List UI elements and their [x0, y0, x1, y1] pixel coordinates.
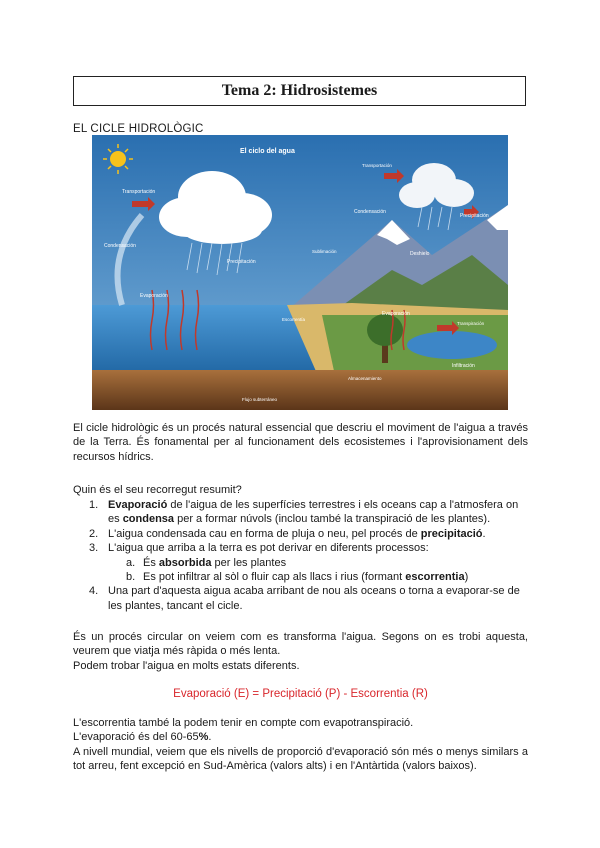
step-item	[73, 584, 528, 613]
closing-line	[73, 730, 528, 744]
label-transportacion-right: Transportación	[362, 163, 392, 168]
bold-term: escorrentia	[405, 571, 465, 584]
bold-term: absorbida	[158, 556, 212, 569]
label-infiltracion: Infiltración	[452, 363, 475, 369]
text-run: )	[464, 571, 469, 584]
text-run: L'evaporació és del 60-65	[73, 731, 199, 744]
closing-line	[73, 716, 528, 730]
lake	[407, 331, 497, 359]
text-run: L'aigua condensada cau en forma de pluja o neu, pel procés de	[108, 527, 421, 540]
intro-paragraph: El cicle hidrològic és un procés natural essencial que descriu el moviment de l'aigua a través de la Terra. És fonamental per al funcionament dels ecosistemes i l'aprovisionament dels recursos hídrics.	[73, 422, 528, 463]
step-item	[73, 498, 528, 527]
label-transpiracion: Transpiración	[457, 321, 485, 326]
text-run: per les plantes	[211, 556, 287, 569]
text-run: L'aigua que arriba a la terra es pot derivar en diferents processos:	[108, 542, 429, 555]
bold-term: Evaporació	[108, 499, 168, 511]
text-run: A nivell mundial, veiem que els nivells de proporció d'evaporació són més o menys similars a tot arreu, fent excepció en Sud-Amèrica (valors alts) i en l'Antàrtida (valors baixos).	[73, 745, 528, 773]
circular-paragraph: És un procés circular on veiem com es transforma l'aigua. Segons on es trobi aquesta, veurem que viatja més ràpida o més lenta.	[73, 631, 528, 658]
step-item	[73, 541, 528, 555]
figure-title: El ciclo del agua	[240, 148, 295, 155]
step-number: 1.	[89, 499, 99, 511]
label-flujo-subterraneo: Flujo subterráneo	[242, 397, 278, 402]
label-condensacion-right: Condensación	[354, 209, 386, 215]
text-run: L'escorrentia també la podem tenir en compte com evapotranspiració.	[73, 717, 414, 729]
sub-step-item	[73, 570, 528, 584]
ground	[92, 370, 508, 410]
formula: Evaporació (E) = Precipitació (P) - Escorrentia (R)	[173, 688, 428, 700]
label-condensacion-left: Condensación	[104, 243, 136, 249]
bold-term: %	[198, 731, 209, 744]
label-escorrentia: Escorrentía	[282, 317, 306, 322]
text-run: de l'aigua de les superfícies terrestres i els oceans cap a l'atmosfera on es	[108, 499, 519, 526]
water-cycle-figure	[92, 135, 508, 410]
title-box	[73, 76, 526, 106]
states-paragraph: Podem trobar l'aigua en molts estats diferents.	[73, 660, 300, 672]
text-run: .	[208, 731, 212, 744]
bold-term: precipitació	[420, 527, 483, 540]
step-number: 3.	[89, 542, 99, 555]
water-cycle-illustration	[92, 135, 508, 410]
label-sublimacion: Sublimación	[312, 249, 337, 254]
steps-list	[73, 498, 528, 613]
label-precipitacion-right: Precipitación	[460, 213, 489, 219]
page-title: Tema 2: Hidrosistemes	[221, 82, 378, 99]
step-number: 2.	[89, 527, 99, 540]
label-deshielo: Deshielo	[410, 251, 430, 257]
step-number: 4.	[89, 585, 99, 598]
text-run: Es pot infiltrar al sòl o fluir cap als llacs i rius (formant	[143, 571, 406, 584]
label-transportacion-left: Transportación	[122, 189, 156, 195]
text-run: per a formar núvols (inclou també la transpiració de les plantes).	[174, 513, 491, 526]
text-run: .	[482, 527, 486, 540]
text-run: Una part d'aquesta aigua acaba arribant de nou als oceans o torna a evaporar-se de les plantes, tancant el cicle.	[108, 585, 520, 612]
closing-block	[73, 716, 528, 774]
sub-step-item	[73, 556, 528, 570]
text-run: És	[143, 556, 159, 569]
label-precipitacion-left: Precipitación	[227, 259, 256, 265]
section-heading: EL CICLE HIDROLÒGIC	[73, 123, 204, 135]
step-item	[73, 527, 528, 541]
label-evaporacion-right: Evaporación	[382, 311, 410, 317]
label-evaporacion-left: Evaporación	[140, 293, 168, 299]
sub-step-letter: a.	[126, 556, 136, 569]
sub-step-letter: b.	[126, 571, 136, 584]
label-almacenamiento: Almacenamiento	[348, 376, 382, 381]
question-text: Quin és el seu recorregut resumit?	[73, 484, 242, 496]
closing-line	[73, 745, 528, 774]
bold-term: condensa	[122, 513, 175, 526]
